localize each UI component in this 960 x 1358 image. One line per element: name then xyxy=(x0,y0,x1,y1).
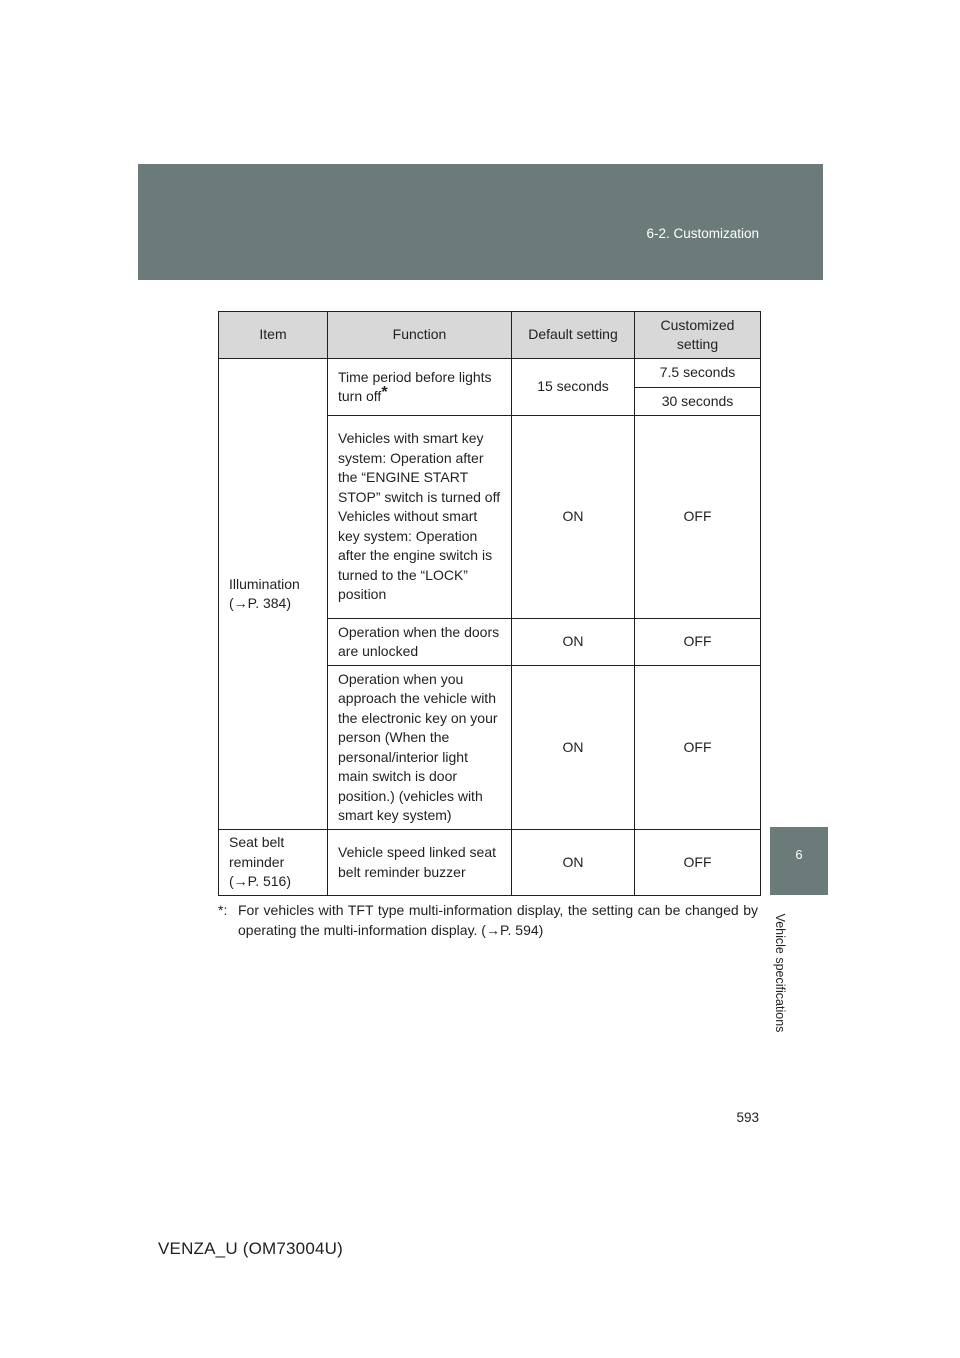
default-cell: ON xyxy=(512,666,635,830)
function-cell xyxy=(328,416,512,619)
chapter-label-text: Vehicle specifications xyxy=(773,913,787,1033)
custom-cell: OFF xyxy=(635,666,761,830)
item-name: Illumination xyxy=(229,575,300,592)
custom-cell: 30 seconds xyxy=(635,388,761,416)
function-cell: Operation when you approach the vehicle with the electronic key on your person (When the personal/interior light main switch is door position.) (vehicles with smart key system) xyxy=(328,666,512,830)
column-header-function: Function xyxy=(328,312,512,359)
custom-cell: 7.5 seconds xyxy=(635,359,761,388)
item-illumination xyxy=(219,359,328,830)
custom-cell: OFF xyxy=(635,830,761,896)
column-header-default: Default setting xyxy=(512,312,635,359)
custom-cell: OFF xyxy=(635,416,761,619)
table-row xyxy=(219,830,761,896)
page-reference: (→P. 516) xyxy=(229,873,291,890)
chapter-tab xyxy=(770,827,828,895)
function-text: Vehicles with smart key system: Operation after the “ENGINE START STOP” switch is turned off xyxy=(338,430,501,505)
page-reference: (→P. 384) xyxy=(229,595,291,611)
custom-cell: OFF xyxy=(635,619,761,666)
chapter-number: 6 xyxy=(795,847,803,862)
function-cell: Operation when the doors are unlocked xyxy=(328,619,512,666)
footnote-text: For vehicles with TFT type multi-information display, the setting can be changed by operating the multi-information display. (→P. 594) xyxy=(238,902,758,938)
item-seat-belt xyxy=(219,830,328,896)
column-header-customized: Customized setting xyxy=(635,312,761,359)
footnote-mark: *: xyxy=(218,902,228,918)
footnote xyxy=(218,900,758,940)
function-text: Vehicles without smart key system: Operation after the engine switch is turned to the “LOCK” position xyxy=(338,508,493,603)
default-cell: ON xyxy=(512,830,635,896)
customization-table xyxy=(218,311,761,896)
table-row xyxy=(219,359,761,388)
function-cell xyxy=(328,359,512,416)
header-band xyxy=(138,164,823,280)
default-cell: 15 seconds xyxy=(512,359,635,416)
default-cell: ON xyxy=(512,416,635,619)
document-code: VENZA_U (OM73004U) xyxy=(158,1239,343,1258)
footnote-marker: * xyxy=(381,384,388,401)
column-header-item: Item xyxy=(219,312,328,359)
function-cell: Vehicle speed linked seat belt reminder buzzer xyxy=(328,830,512,896)
default-cell: ON xyxy=(512,619,635,666)
section-title: 6-2. Customization xyxy=(646,226,759,241)
table-header-row xyxy=(219,312,761,359)
page-number: 593 xyxy=(736,1110,759,1125)
function-text: Time period before lights turn off xyxy=(338,368,492,404)
item-name: Seat belt reminder xyxy=(229,834,285,870)
chapter-label xyxy=(770,898,794,1048)
